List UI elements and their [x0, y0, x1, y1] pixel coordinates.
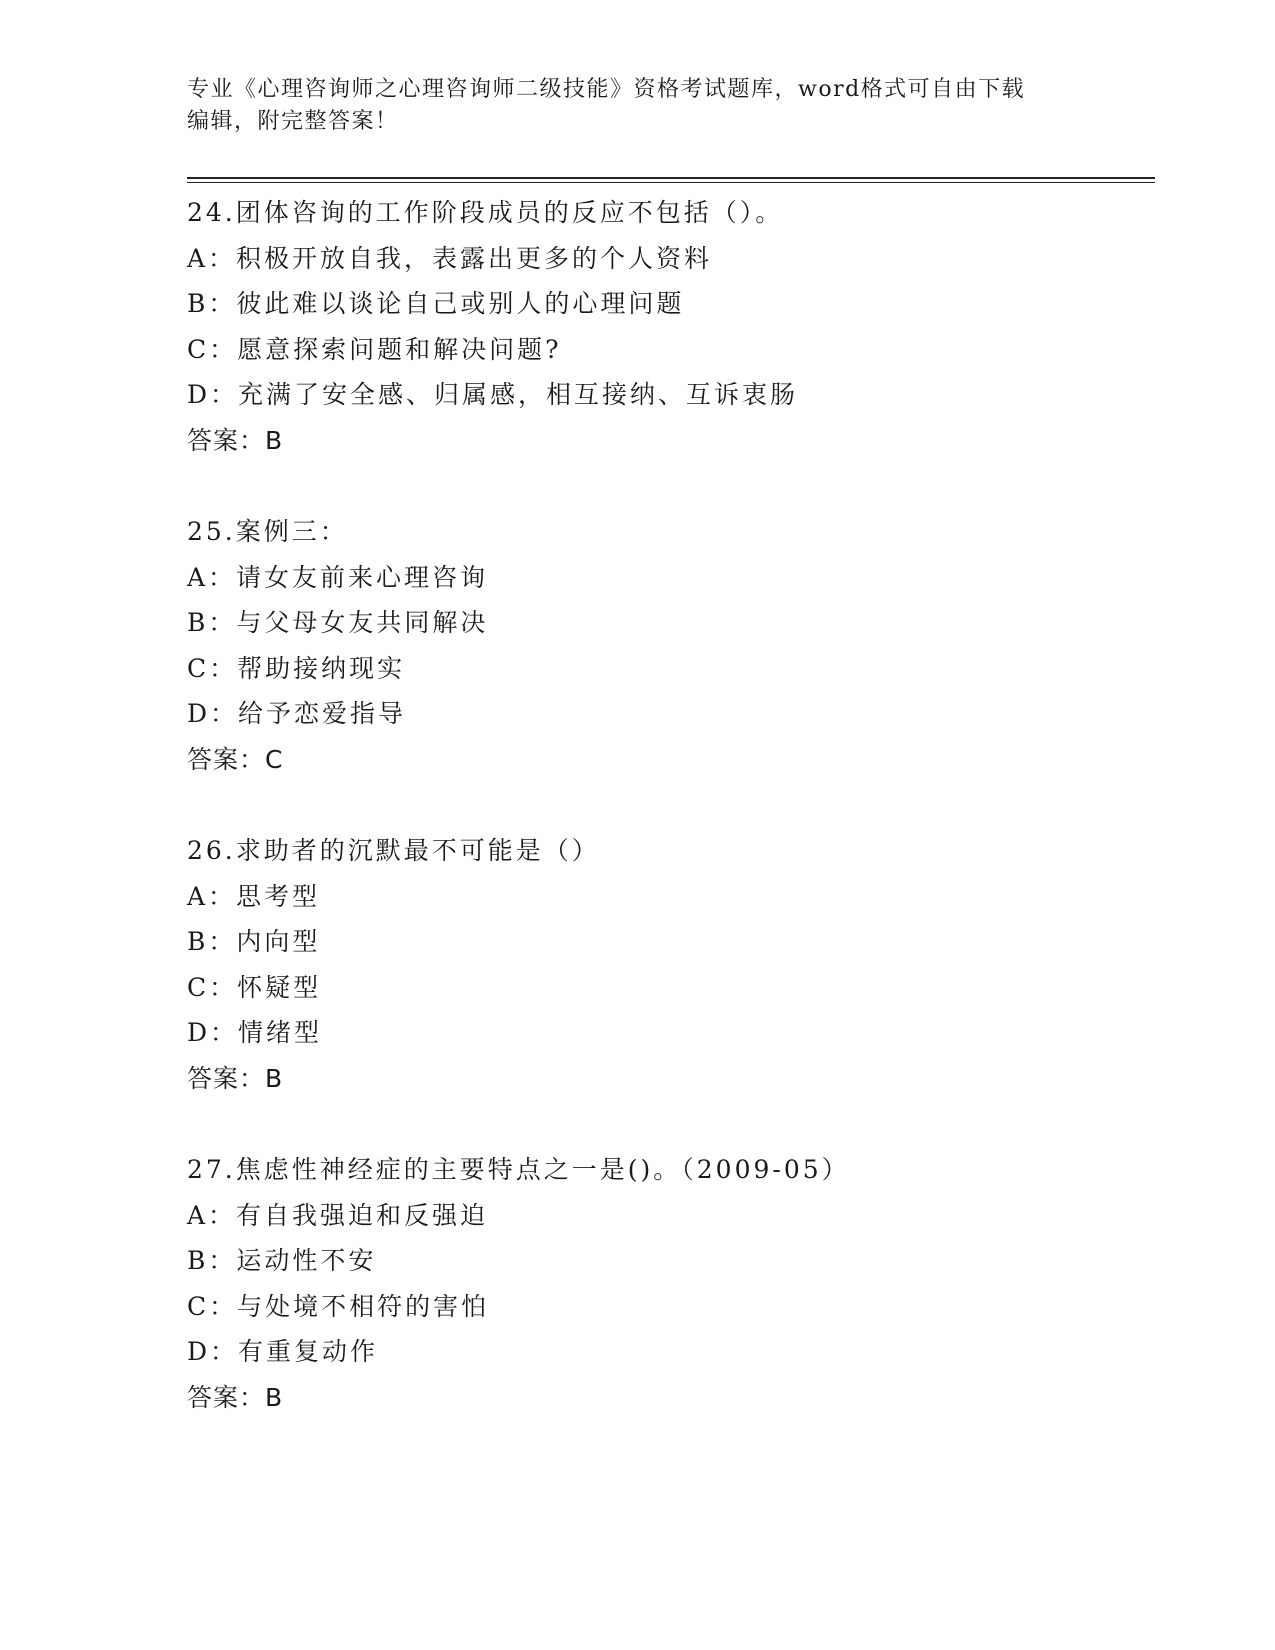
answer-line: 答案：B — [187, 425, 284, 455]
answer-line: 答案：B — [187, 1063, 284, 1093]
option-c: C：与处境不相符的害怕 — [187, 1291, 490, 1321]
header-line-1: 专业《心理咨询师之心理咨询师二级技能》资格考试题库，word格式可自由下载 — [187, 77, 1026, 102]
header-line-2: 编辑，附完整答案！ — [187, 109, 399, 134]
option-c: C：怀疑型 — [187, 972, 322, 1002]
option-c: C：愿意探索问题和解决问题? — [187, 334, 562, 364]
question-stem: 27.焦虑性神经症的主要特点之一是()。（2009-05） — [187, 1155, 850, 1184]
option-b: B：与父母女友共同解决 — [187, 608, 489, 638]
document-header — [187, 74, 1087, 138]
option-a: A：有自我强迫和反强迫 — [187, 1200, 489, 1230]
question-block — [187, 190, 1167, 464]
option-a: A：请女友前来心理咨询 — [187, 562, 489, 592]
option-a: A：积极开放自我，表露出更多的个人资料 — [187, 243, 713, 273]
answer-line: 答案：B — [187, 1382, 284, 1412]
question-stem: 24.团体咨询的工作阶段成员的反应不包括（）。 — [187, 198, 784, 227]
question-block — [187, 1147, 1167, 1421]
answer-line: 答案：C — [187, 744, 284, 774]
question-block — [187, 828, 1167, 1102]
option-c: C：帮助接纳现实 — [187, 653, 406, 683]
question-stem: 25.案例三： — [187, 517, 348, 546]
header-divider-thin — [187, 182, 1155, 183]
option-a: A：思考型 — [187, 881, 321, 911]
option-d: D：情绪型 — [187, 1018, 323, 1048]
header-divider-thick — [187, 177, 1155, 179]
option-b: B：彼此难以谈论自己或别人的心理问题 — [187, 289, 685, 319]
option-d: D：给予恋爱指导 — [187, 699, 407, 729]
question-block — [187, 509, 1167, 783]
option-d: D：充满了安全感、归属感，相互接纳、互诉衷肠 — [187, 380, 799, 410]
option-b: B：内向型 — [187, 927, 321, 957]
option-b: B：运动性不安 — [187, 1246, 377, 1276]
option-d: D：有重复动作 — [187, 1337, 379, 1367]
question-stem: 26.求助者的沉默最不可能是（） — [187, 836, 600, 865]
